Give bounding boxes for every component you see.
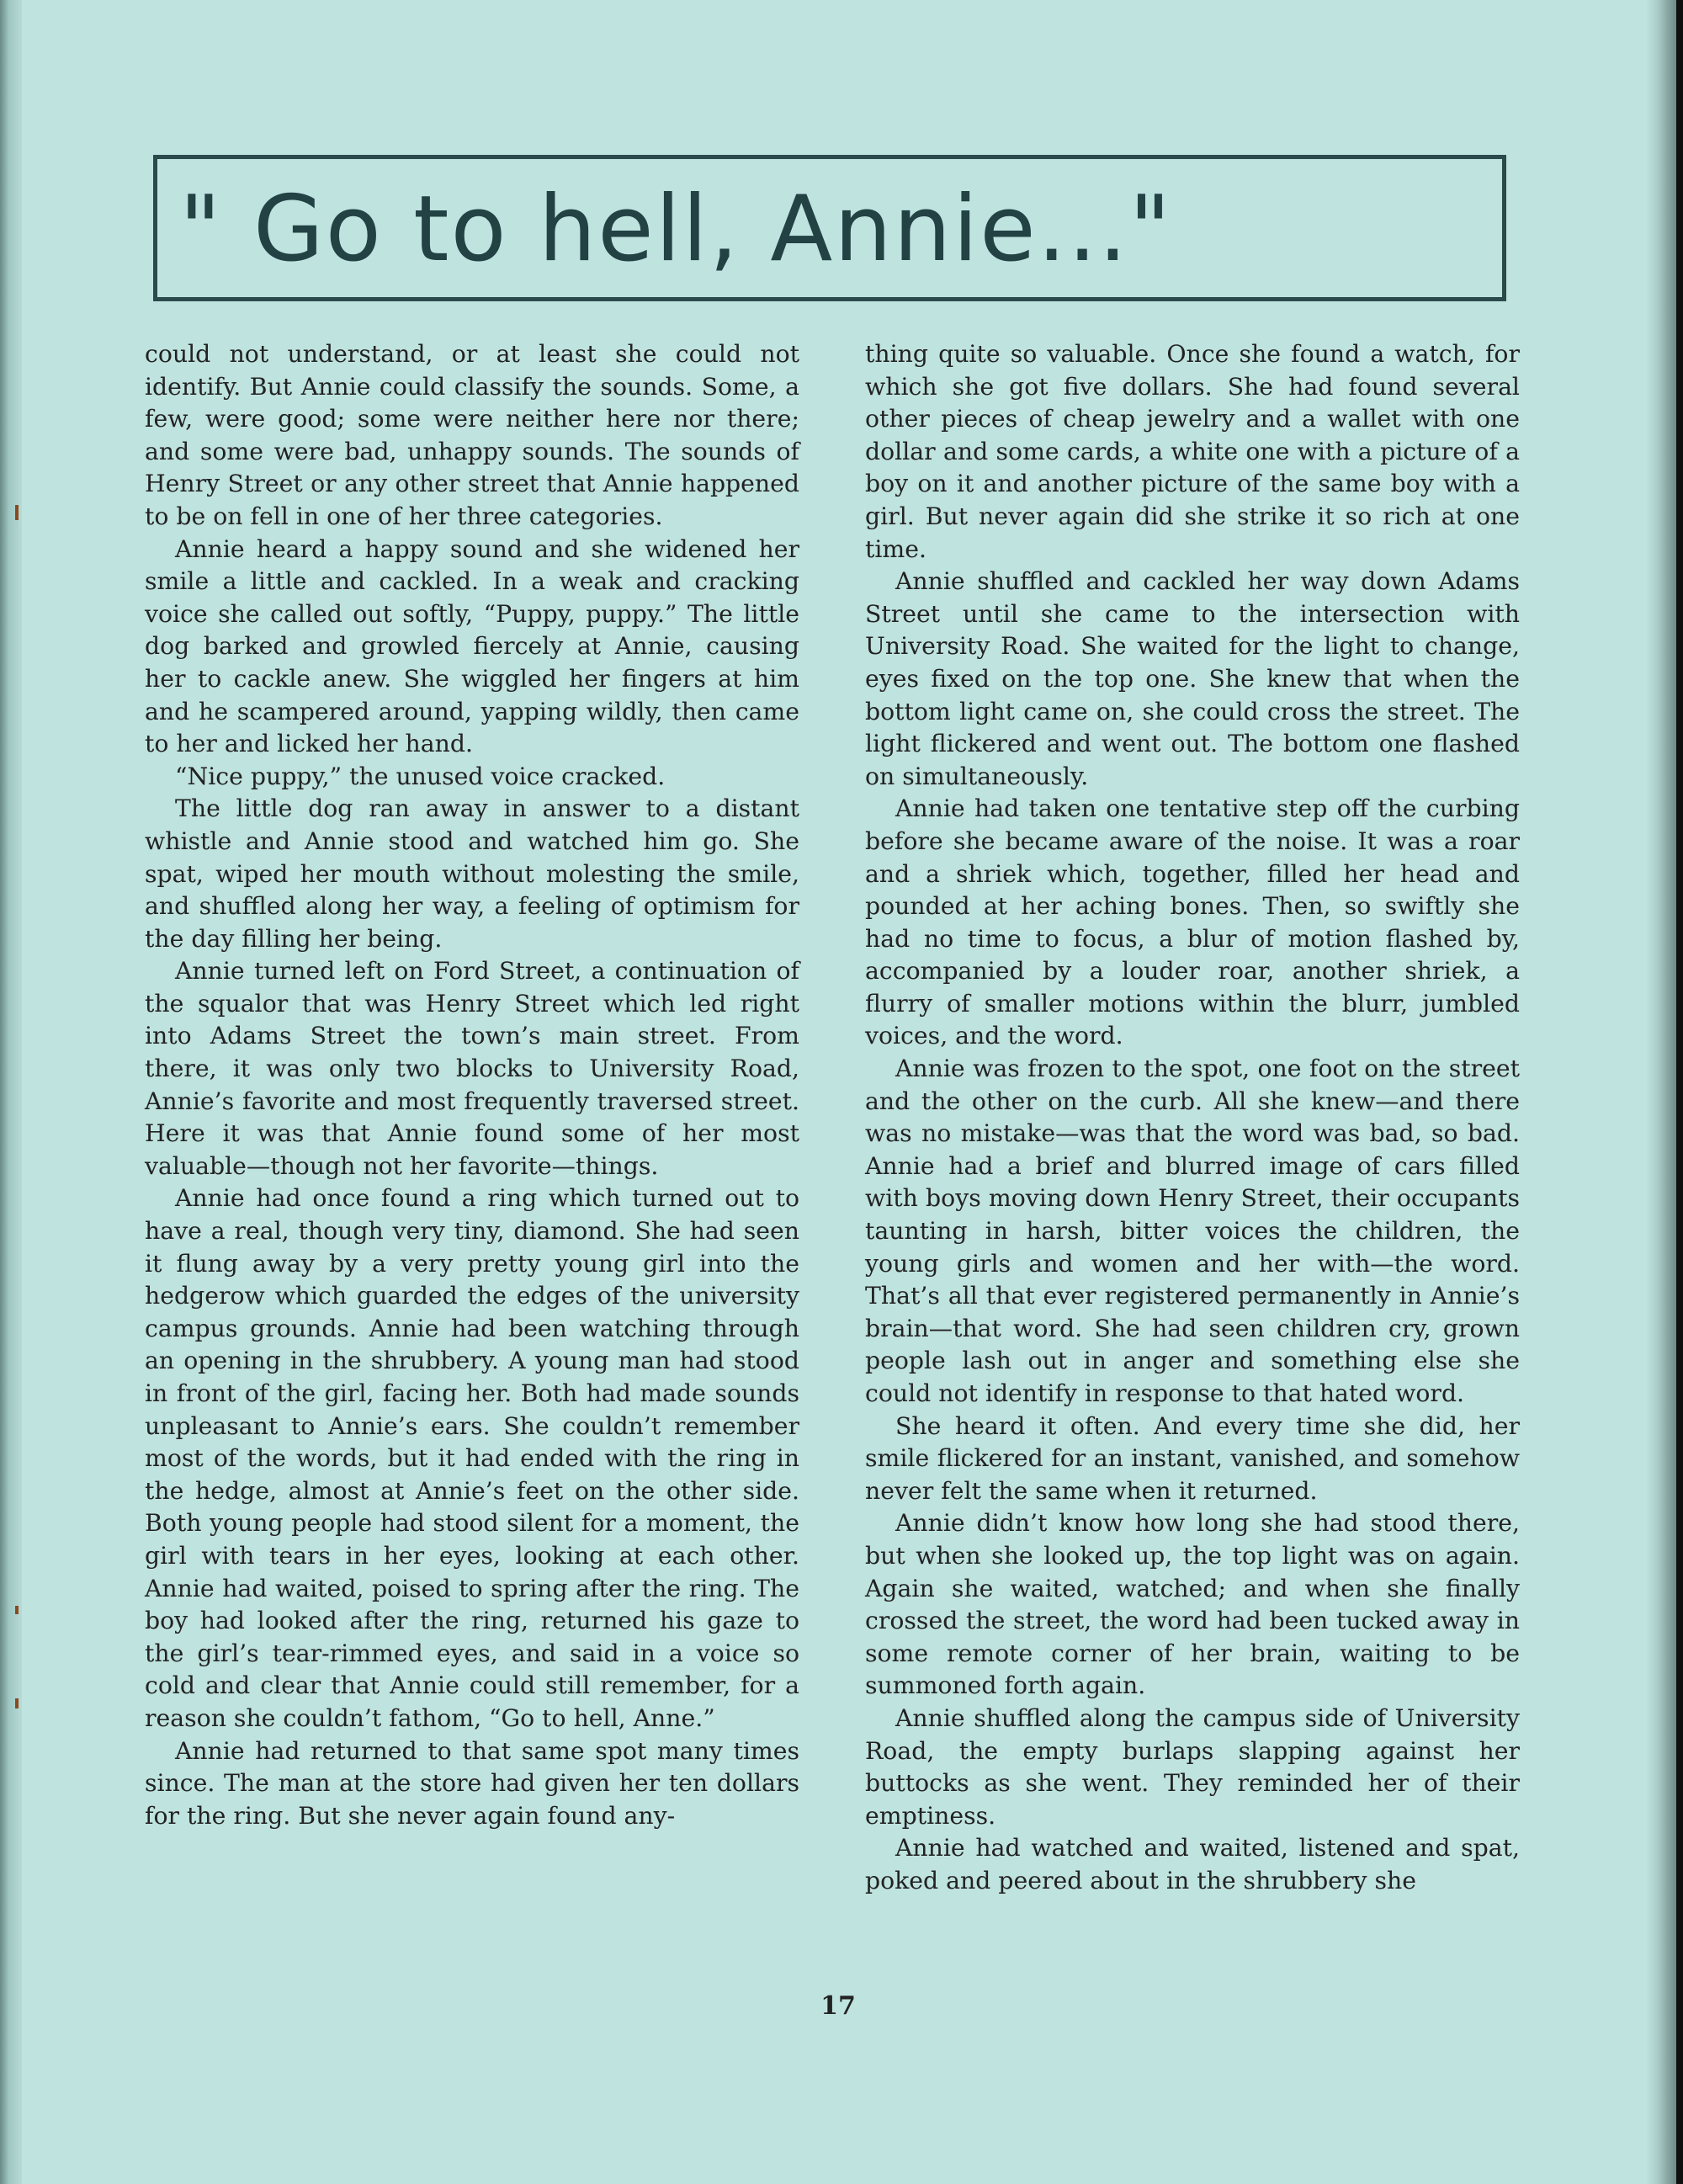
paragraph: She heard it often. And every time she did, her smile flickered for an instant, vanished, and somehow never felt the same when it returned. [865,1411,1520,1505]
right-column [865,338,1520,1898]
binding-mark [15,1606,19,1614]
article-title: " Go to hell, Annie..." [179,177,1173,282]
paragraph: Annie had returned to that same spot many times since. The man at the store had given her ten dollars for the ring. But she never again found any- [145,1736,799,1830]
paragraph: Annie had watched and waited, listened and spat, poked and peered about in the shrubbery she [865,1834,1520,1894]
paragraph: Annie turned left on Ford Street, a continuation of the squalor that was Henry Street which led right into Adams Street the town’s main street. From there, it was only two blocks to University Road, Annie’s favorite and most frequently traversed street. Here it was that Annie found some of her most valuable—though not her favorite—things. [145,957,799,1180]
page-spine [0,0,22,2184]
page-edge [1646,0,1676,2184]
paragraph: “Nice puppy,” the unused voice cracked. [175,762,666,790]
paragraph: Annie had taken one tentative step off the curbing before she became aware of the noise. It was a roar and a shriek which, together, filled her head and pounded at her aching bones. Then, so swiftly she had no time to focus, a blur of motion flashed by, accompanied by a louder roar, another shriek, a flurry of smaller motions within the blurr, jumbled voices, and the word. [865,794,1520,1050]
paragraph: thing quite so valuable. Once she found a watch, for which she got five dollars. She had found several other pieces of cheap jewelry and a wallet with one dollar and some cards, a white one with a picture of a boy on it and another picture of the same boy with a girl. But never again did she strike it so rich at one time. [865,340,1520,563]
paragraph: The little dog ran away in answer to a distant whistle and Annie stood and watched him go. She spat, wiped her mouth without molesting the smile, and shuffled along her way, a feeling of optimism for the day filling her being. [145,794,799,953]
binding-mark [15,505,19,520]
paragraph: could not understand, or at least she could not identify. But Annie could classify the sounds. Some, a few, were good; some were neither here nor there; and some were bad, unhappy sounds. The sounds of Henry Street or any other street that Annie happened to be on fell in one of her three categories. [145,340,799,530]
paragraph: Annie heard a happy sound and she widened her smile a little and cackled. In a weak and cracking voice she called out softly, “Puppy, puppy.” The little dog barked and growled fiercely at Annie, causing her to cackle anew. She wiggled her fingers at him and he scampered around, yapping wildly, then came to her and licked her hand. [145,534,799,758]
left-column [145,338,799,1832]
paragraph: Annie was frozen to the spot, one foot on the street and the other on the curb. All she knew—and there was no mistake—was that the word was bad, so bad. Annie had a brief and blurred image of cars filled with boys moving down Henry Street, their occupants taunting in harsh, bitter voices the children, the young girls and women and her with—the word. That’s all that ever registered permanently in Annie’s brain—that word. She had seen children cry, grown people lash out in anger and something else she could not identify in response to that hated word. [865,1055,1520,1407]
paragraph: Annie shuffled and cackled her way down Adams Street until she came to the intersection with University Road. She waited for the light to change, eyes fixed on the top one. She knew that when the bottom light came on, she could cross the street. The light flickered and went out. The bottom one flashed on simultaneously. [865,567,1520,790]
binding-mark [15,1698,19,1708]
paragraph: Annie had once found a ring which turned out to have a real, though very tiny, diamond. She had seen it flung away by a very pretty young girl into the hedgerow which guarded the edges of the university campus grounds. Annie had been watching through an opening in the shrubbery. A young man had stood in front of the girl, facing her. Both had made sounds unpleasant to Annie’s ears. She couldn’t remember most of the words, but it had ended with the ring in the hedge, almost at Annie’s feet on the other side. Both young people had stood silent for a moment, the girl with tears in her eyes, looking at each other. Annie had waited, poised to spring after the ring. The boy had looked after the ring, returned his gaze to the girl’s tear-rimmed eyes, and said in a voice so cold and clear that Annie could still remember, for a reason she couldn’t fathom, “Go to hell, Anne.” [145,1184,799,1732]
title-box [153,155,1506,301]
paragraph: Annie didn’t know how long she had stood there, but when she looked up, the top light was on again. Again she waited, watched; and when she finally crossed the street, the word had been tucked away in some remote corner of her brain, waiting to be summoned forth again. [865,1509,1520,1700]
page-number: 17 [820,1991,856,2021]
paragraph: Annie shuffled along the campus side of University Road, the empty burlaps slapping against her buttocks as she went. They reminded her of their emptiness. [865,1703,1520,1830]
